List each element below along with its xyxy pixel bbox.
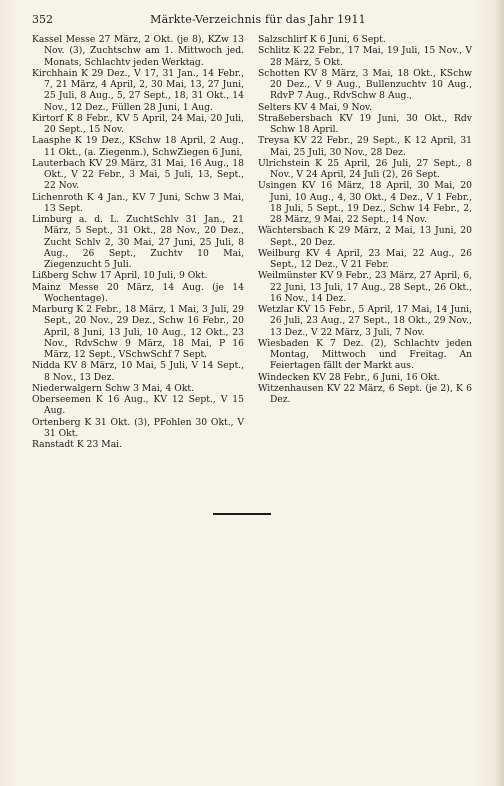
market-entry: Ranstadt K 23 Mai. [32,439,123,450]
market-entry: Lißberg Schw 17 April, 10 Juli, 9 Okt. [32,270,208,282]
market-entry: Wächtersbach K 29 März, 2 Mai, 13 Juni, 20 Sept., 20 Dez. [258,225,472,248]
market-entry: Weilmünster KV 9 Febr., 23 März, 27 April, 6, 22 Juni, 13 Juli, 17 Aug., 28 Sept., 26 Okt., 16 Nov., 14 Dez. [258,270,472,304]
market-entry: Kirtorf K 8 Febr., KV 5 April, 24 Mai, 20 Juli, 20 Sept., 15 Nov. [32,112,244,135]
market-entry: Schlitz K 22 Febr., 17 Mai, 19 Juli, 15 Nov., V 28 März, 5 Okt. [258,45,472,68]
market-entry: Wetzlar KV 15 Febr., 5 April, 17 Mai, 14 Juni, 26 Juli, 23 Aug., 27 Sept., 18 Okt., 29 Nov., 13 Dez., V 22 März, 3 Juli, 7 Nov. [258,304,472,338]
market-entry: Ortenberg K 31 Okt. (3), PFohlen 30 Okt., V 31 Okt. [32,416,244,439]
market-entry: Kassel Messe 27 März, 2 Okt. (je 8), KZw 13 Nov. (3), Zuchtschw am 1. Mittwoch jed. Monats, Schlachtv jeden Werktag. [32,34,244,68]
market-entry: Kirchhain K 29 Dez., V 17, 31 Jan., 14 Febr., 7, 21 März, 4 April, 2, 30 Mai, 13, 27 Juni, 25 Juli, 8 Aug., 5, 27 Sept., 18, 31 Okt., 14 Nov., 12 Dez., Füllen 28 Juni, 1 Aug. [32,67,244,113]
market-entry: Salzschlirf K 6 Juni, 6 Sept. [258,34,386,45]
page-edge-shadow [494,0,504,786]
market-entry: Limburg a. d. L. ZuchtSchlv 31 Jan., 21 März, 5 Sept., 31 Okt., 28 Nov., 20 Dez., Zucht Schlv 2, 30 Mai, 27 Juni, 25 Juli, 8 Aug., 26 Sept., Zuchtv 10 Mai, Ziegenzucht 5 Juli. [32,214,244,270]
market-entry: Witzenhausen KV 22 März, 6 Sept. (je 2), K 6 Dez. [258,382,472,405]
market-entry: Lichenroth K 4 Jan., KV 7 Juni, Schw 3 Mai, 13 Sept. [32,191,244,214]
market-entry: Treysa KV 22 Febr., 29 Sept., K 12 April, 31 Mai, 25 Juli, 30 Nov., 28 Dez. [258,135,472,158]
market-entry: Wiesbaden K 7 Dez. (2), Schlachtv jeden Montag, Mittwoch und Freitag. An Feiertagen fällt der Markt aus. [258,337,472,372]
market-entry: Oberseemen K 16 Aug., KV 12 Sept., V 15 Aug. [32,394,244,417]
market-entry: Lauterbach KV 29 März, 31 Mai, 16 Aug., 18 Okt., V 22 Febr., 3 Mai, 5 Juli, 13, Sept., 22 Nov. [32,157,244,192]
market-entry: Laasphe K 19 Dez., KSchw 18 April, 2 Aug., 11 Okt., (a. Ziegenm.), SchwZiegen 6 Juni, [32,135,244,158]
market-entry: Nidda KV 8 März, 10 Mai, 5 Juli, V 14 Sept., 8 Nov., 13 Dez. [32,360,244,383]
market-entry: Marburg K 2 Febr., 18 März, 1 Mai, 3 Juli, 29 Sept., 20 Nov., 29 Dez., Schw 16 Febr., 20 April, 8 Juni, 13 Juli, 10 Aug., 12 Okt., 23 Nov., RdvSchw 9 März, 18 Mai, P 16 März, 12 Sept., VSchwSchf 7 Sept. [32,304,244,360]
left-column [32,34,244,450]
market-entry: Niederwalgern Schw 3 Mai, 4 Okt. [32,382,195,394]
page-header [32,12,484,28]
market-entry: Selters KV 4 Mai, 9 Nov. [258,101,373,113]
page-title: Märkte-Verzeichnis für das Jahr 1911 [150,13,366,26]
page-number: 352 [32,13,53,26]
market-entry: Windecken KV 28 Febr., 6 Juni, 16 Okt. [258,371,441,383]
market-entry: Straßebersbach KV 19 Juni, 30 Okt., Rdv Schw 18 April. [258,112,472,135]
market-entry: Weilburg KV 4 April, 23 Mai, 22 Aug., 26 Sept., 12 Dez., V 21 Febr. [258,247,472,270]
market-entry: Schotten KV 8 März, 3 Mai, 18 Okt., KSchw 20 Dez., V 9 Aug., Bullenzuchtv 10 Aug., RdvP 7 Aug., RdvSchw 8 Aug., [258,67,472,102]
end-divider-rule [213,513,271,515]
market-entry: Ulrichstein K 25 April, 26 Juli, 27 Sept., 8 Nov., V 24 April, 24 Juli (2), 26 Sept. [258,157,472,180]
market-entry: Mainz Messe 20 März, 14 Aug. (je 14 Wochentage). [32,281,244,304]
right-column [258,34,472,405]
market-entry: Usingen KV 16 März, 18 April, 30 Mai, 20 Juni, 10 Aug., 4, 30 Okt., 4 Dez., V 1 Febr., 18 Juli, 5 Sept., 19 Dez., Schw 14 Febr., 2, 28 März, 9 Mai, 22 Sept., 14 Nov. [258,180,472,225]
